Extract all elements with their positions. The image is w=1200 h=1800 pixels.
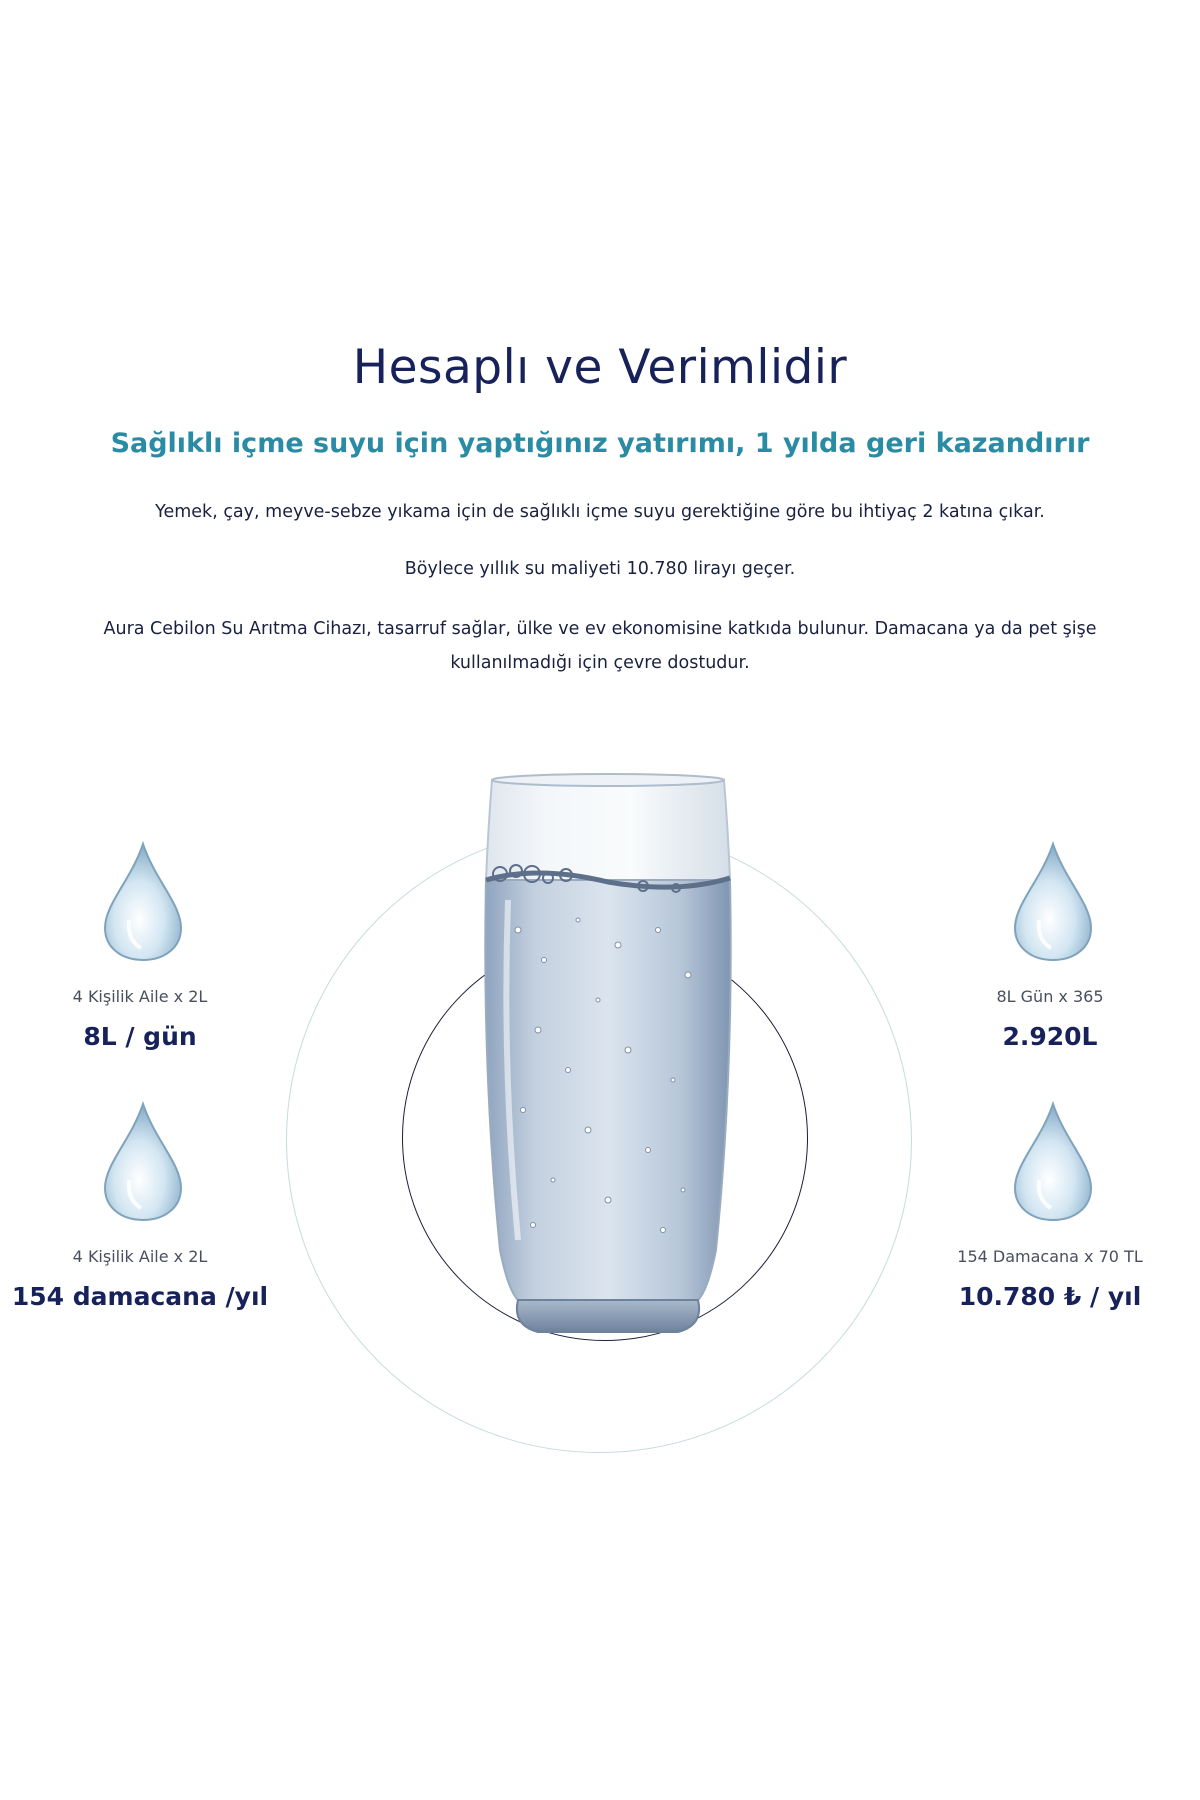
stat-value-yearly-bottles: 154 damacana /yıl [11, 1282, 269, 1311]
stat-value-yearly-cost: 10.780 ₺ / yıl [958, 1282, 1142, 1311]
intro-paragraph: Yemek, çay, meyve-sebze yıkama için de sağlıklı içme suyu gerektiğine göre bu ihtiyaç 2 katına çıkar. [155, 502, 1045, 522]
page-title: Hesaplı ve Verimlidir [352, 340, 848, 395]
water-drop-icon [1011, 840, 1095, 962]
stat-label-yearly-cost: 154 Damacana x 70 TL [957, 1247, 1143, 1266]
water-drop-icon [1011, 1100, 1095, 1222]
stat-value-yearly-liters: 2.920L [1002, 1022, 1098, 1051]
cost-paragraph: Böylece yıllık su maliyeti 10.780 lirayı geçer. [404, 559, 796, 579]
page-subtitle: Sağlıklı içme suyu için yaptığınız yatırımı, 1 yılda geri kazandırır [110, 428, 1090, 459]
water-drop-icon [101, 840, 185, 962]
stat-label-yearly-liters: 8L Gün x 365 [996, 987, 1104, 1006]
stat-label-yearly-bottles: 4 Kişilik Aile x 2L [72, 1247, 208, 1266]
stat-label-daily-usage: 4 Kişilik Aile x 2L [72, 987, 208, 1006]
stat-value-daily-usage: 8L / gün [83, 1022, 197, 1051]
water-drop-icon [101, 1100, 185, 1222]
water-glass-icon [478, 770, 738, 1340]
product-paragraph: Aura Cebilon Su Arıtma Cihazı, tasarruf sağlar, ülke ve ev ekonomisine katkıda bulunur. Damacana ya da pet şişe kullanılmadığı için çevre dostudur. [103, 619, 1097, 673]
